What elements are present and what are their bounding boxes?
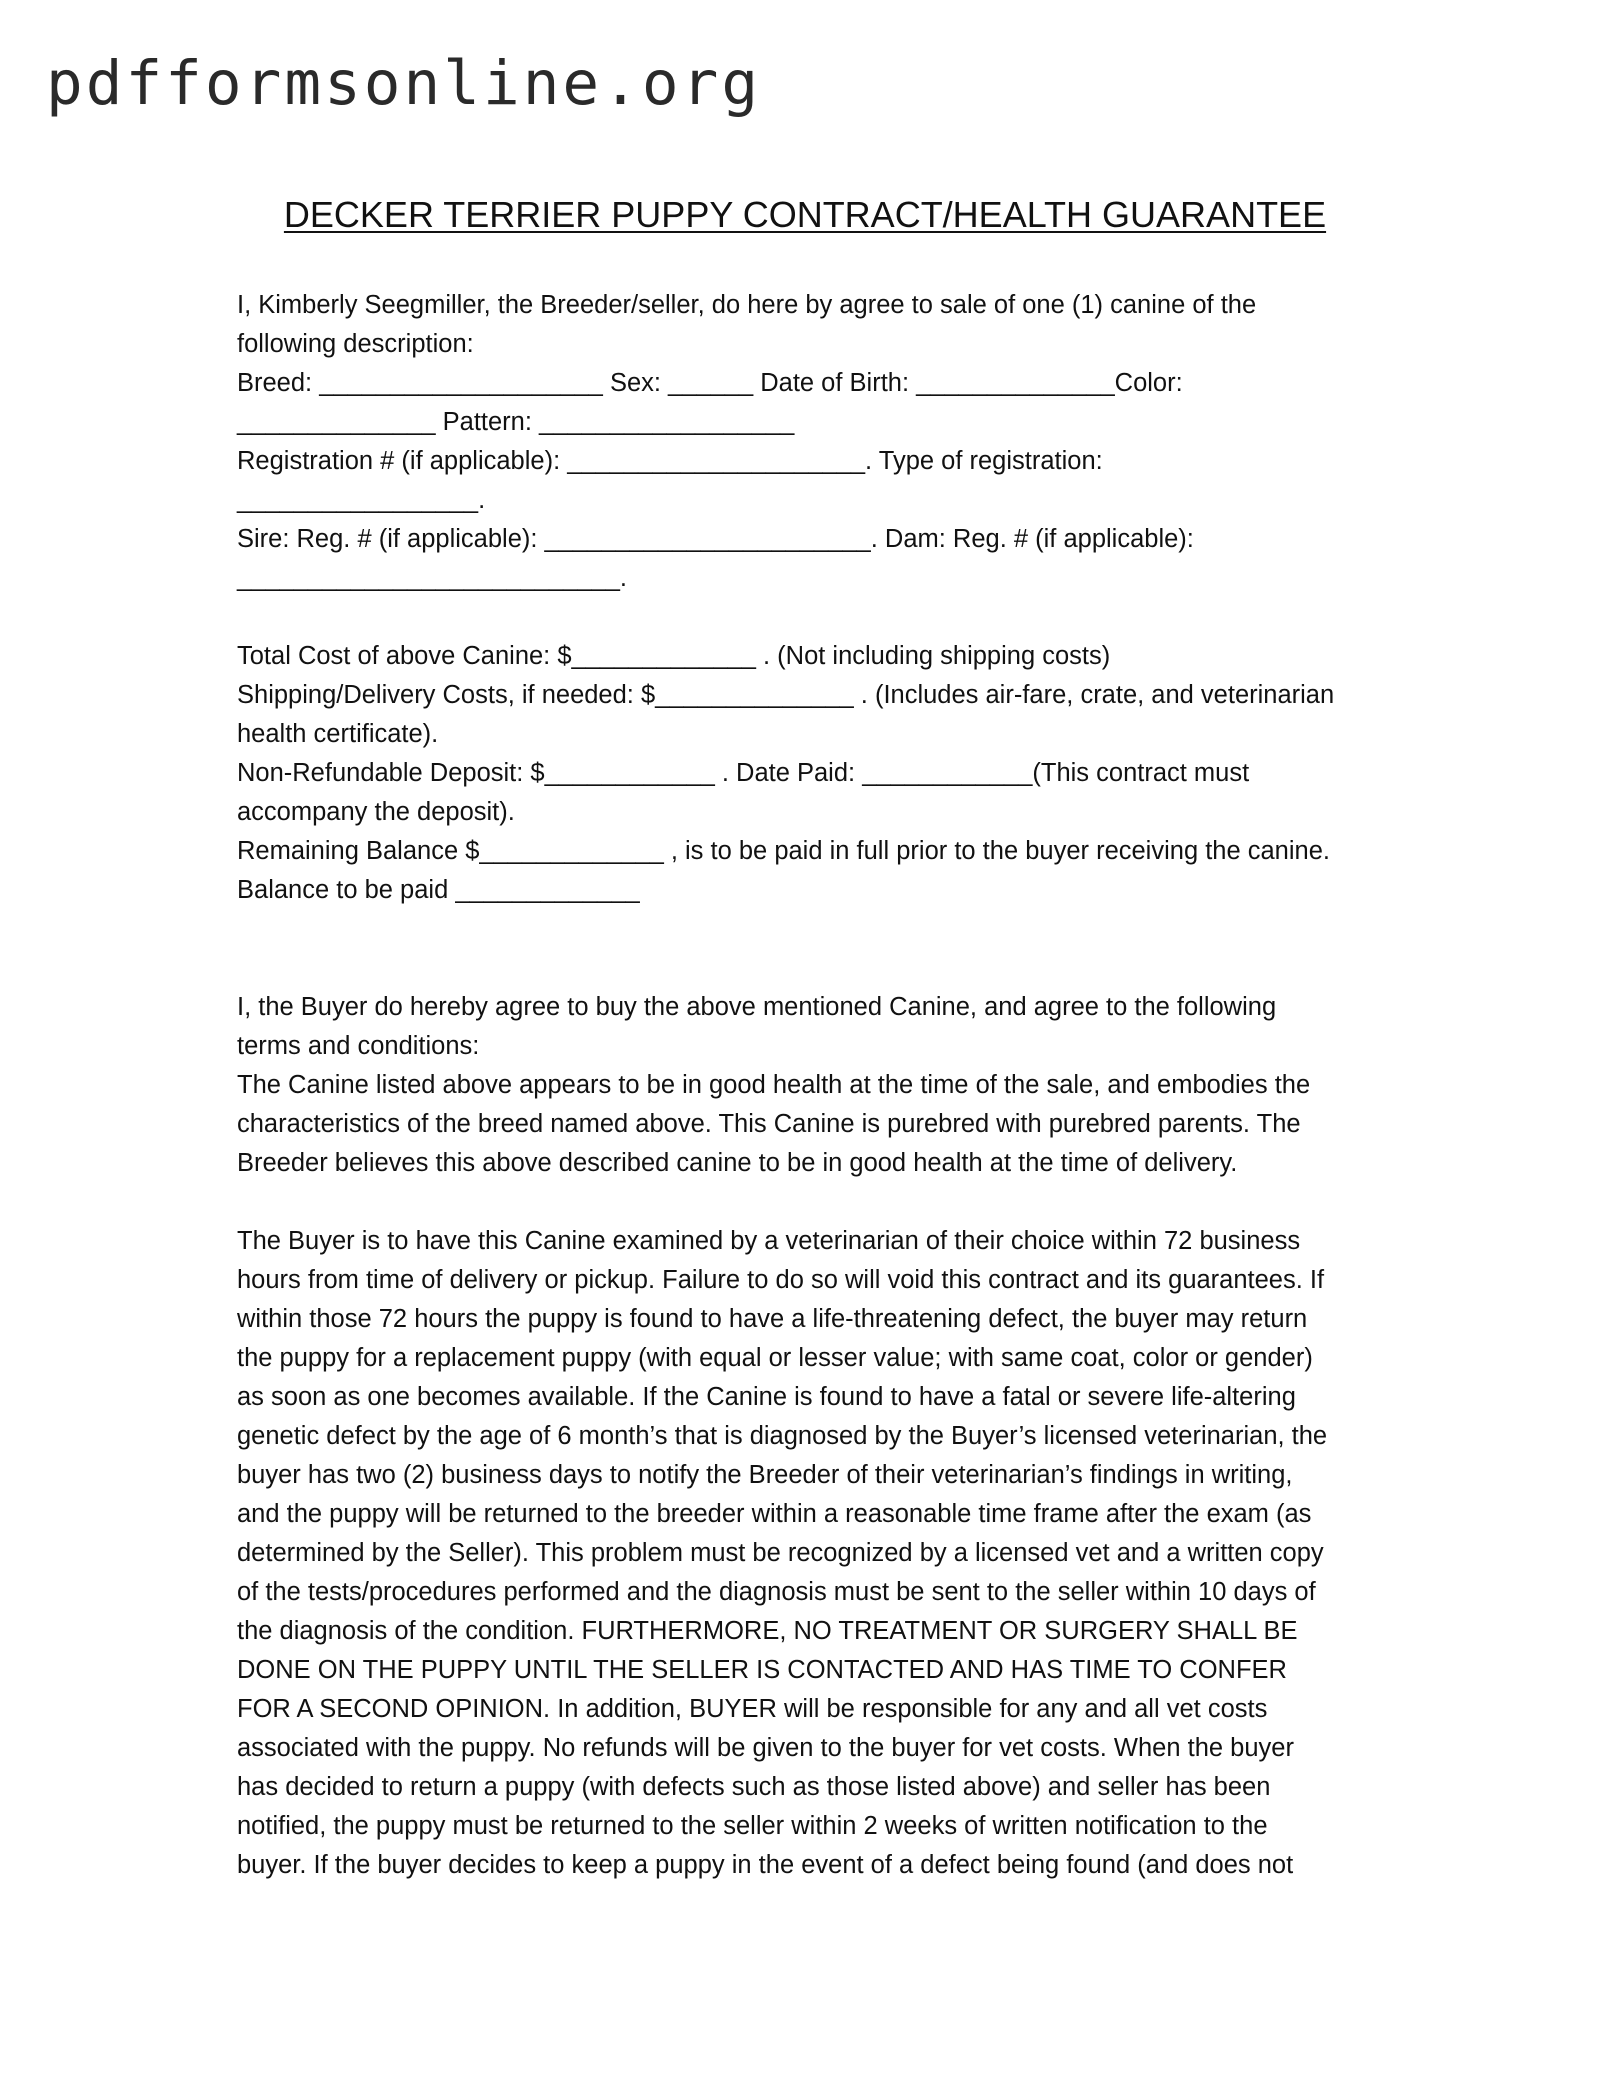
exam-line: the puppy for a replacement puppy (with equal or lesser value; with same coat, color or gender)	[237, 1344, 1313, 1372]
exam-line: associated with the puppy. No refunds will be given to the buyer for vet costs. When the buyer	[237, 1734, 1294, 1762]
costs-line: accompany the deposit).	[237, 798, 515, 826]
description-line: _________________.	[237, 486, 486, 514]
exam-line: of the tests/procedures performed and the diagnosis must be sent to the seller within 10 days of	[237, 1578, 1316, 1606]
buyer-agreement-section	[237, 988, 1417, 1183]
buyer-line: I, the Buyer do hereby agree to buy the above mentioned Canine, and agree to the following	[237, 993, 1277, 1021]
spacer	[237, 598, 1417, 637]
spacer	[237, 1183, 1417, 1222]
exam-line: genetic defect by the age of 6 month’s that is diagnosed by the Buyer’s licensed veterinarian, the	[237, 1422, 1328, 1450]
buyer-line: The Canine listed above appears to be in good health at the time of the sale, and embodies the	[237, 1071, 1311, 1099]
exam-line: buyer. If the buyer decides to keep a puppy in the event of a defect being found (and does not	[237, 1851, 1294, 1879]
description-section	[237, 286, 1417, 598]
exam-line: the diagnosis of the condition. FURTHERMORE, NO TREATMENT OR SURGERY SHALL BE	[237, 1617, 1298, 1645]
document-title: DECKER TERRIER PUPPY CONTRACT/HEALTH GUARANTEE	[283, 194, 1327, 235]
costs-line: Balance to be paid _____________	[237, 876, 640, 904]
watermark: pdfformsonline.org	[46, 48, 762, 119]
costs-section	[237, 637, 1417, 910]
description-line: Sire: Reg. # (if applicable): _______________________. Dam: Reg. # (if applicable):	[237, 525, 1194, 553]
exam-line: as soon as one becomes available. If the Canine is found to have a fatal or severe life-altering	[237, 1383, 1296, 1411]
exam-guarantee-section	[237, 1222, 1417, 1885]
document-body	[237, 286, 1417, 1885]
exam-line: notified, the puppy must be returned to the seller within 2 weeks of written notification to the	[237, 1812, 1268, 1840]
exam-line: buyer has two (2) business days to notify the Breeder of their veterinarian’s findings in writing,	[237, 1461, 1293, 1489]
buyer-line: terms and conditions:	[237, 1032, 480, 1060]
exam-line: DONE ON THE PUPPY UNTIL THE SELLER IS CONTACTED AND HAS TIME TO CONFER	[237, 1656, 1287, 1684]
costs-line: Total Cost of above Canine: $_____________ . (Not including shipping costs)	[237, 642, 1111, 670]
buyer-line: Breeder believes this above described canine to be in good health at the time of delivery.	[237, 1149, 1238, 1177]
exam-line: FOR A SECOND OPINION. In addition, BUYER will be responsible for any and all vet costs	[237, 1695, 1268, 1723]
description-line: I, Kimberly Seegmiller, the Breeder/seller, do here by agree to sale of one (1) canine of the	[237, 291, 1257, 319]
costs-line: health certificate).	[237, 720, 439, 748]
description-line: ______________ Pattern: __________________	[237, 408, 795, 436]
exam-line: The Buyer is to have this Canine examined by a veterinarian of their choice within 72 business	[237, 1227, 1301, 1255]
costs-line: Remaining Balance $_____________ , is to be paid in full prior to the buyer receiving the canine.	[237, 837, 1330, 865]
costs-line: Shipping/Delivery Costs, if needed: $______________ . (Includes air-fare, crate, and veterinarian	[237, 681, 1335, 709]
description-line: following description:	[237, 330, 474, 358]
spacer	[237, 910, 1417, 988]
costs-line: Non-Refundable Deposit: $____________ . Date Paid: ____________(This contract must	[237, 759, 1250, 787]
exam-line: within those 72 hours the puppy is found to have a life-threatening defect, the buyer may return	[237, 1305, 1308, 1333]
exam-line: determined by the Seller). This problem must be recognized by a licensed vet and a written copy	[237, 1539, 1324, 1567]
exam-line: has decided to return a puppy (with defects such as those listed above) and seller has been	[237, 1773, 1271, 1801]
buyer-line: characteristics of the breed named above. This Canine is purebred with purebred parents. The	[237, 1110, 1301, 1138]
description-line: Breed: ____________________ Sex: ______ Date of Birth: ______________Color:	[237, 369, 1183, 397]
description-line: Registration # (if applicable): _____________________. Type of registration:	[237, 447, 1103, 475]
exam-line: and the puppy will be returned to the breeder within a reasonable time frame after the exam (as	[237, 1500, 1312, 1528]
exam-line: hours from time of delivery or pickup. Failure to do so will void this contract and its guarantees. If	[237, 1266, 1325, 1294]
description-line: ___________________________.	[237, 564, 627, 592]
